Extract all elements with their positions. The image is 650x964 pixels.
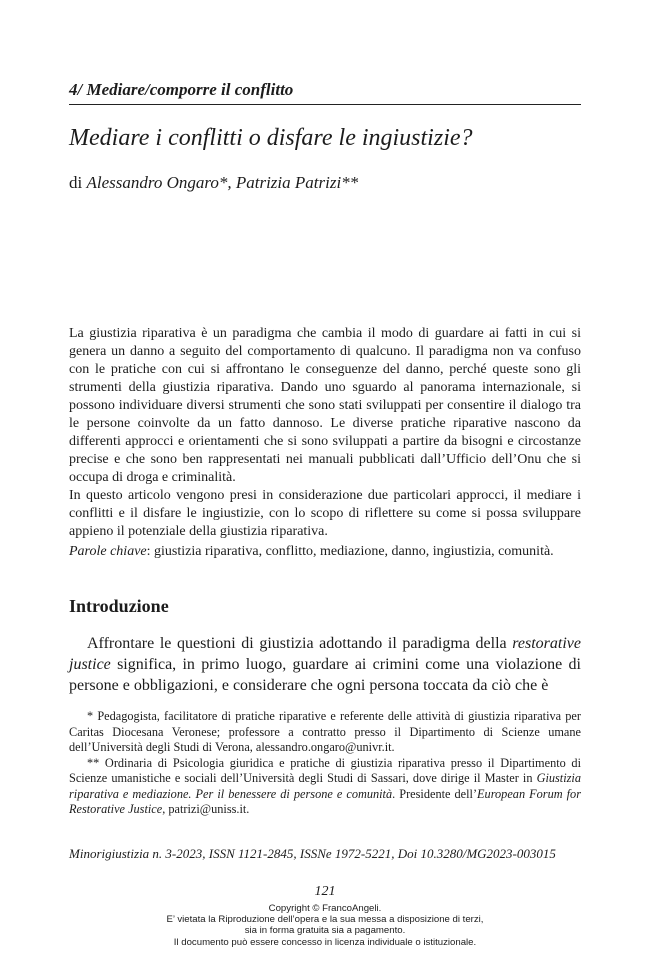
keywords: [69, 543, 589, 561]
footnote-2-part-e: , patrizi@uniss.it.: [162, 802, 250, 816]
footnote-2-part-c: . Presidente dell’: [392, 786, 478, 801]
abstract-paragraph-1: La giustizia riparativa è un paradigma che cambia il modo di guardare ai fatti in cui si genera un danno a seguito del comportamento di qualcuno. Il paradigma non va confuso con le pratiche con cui si affrontano le conseguenze del danno, perché queste sono gli strumenti della giustizia riparativa. Dando uno sguardo al panorama internazionale, si possono individuare diversi strumenti che sono stati sviluppati per consentire il dialogo tra le persone coinvolte da un fatto dannoso. Le diverse pratiche riparative nascono da differenti approcci e orientamenti che si sono sviluppati a partire da bisogni e circostanze precise e che sono ben rappresentati nei manuali pubblicati dall’Ufficio dell’Onu che si occupa di droga e criminalità.: [69, 326, 581, 485]
byline-prefix: di: [69, 173, 87, 192]
intro-heading: Introduzione: [69, 596, 169, 616]
article-title: Mediare i conflitti o disfare le ingiustizie?: [69, 125, 473, 151]
footnote-2-part-a: ** Ordinaria di Psicologia giuridica e pratiche di giustizia riparativa presso il Dipartimento di Scienze umanistiche e sociali dell’Università degli Studi di Sassari, dove dirige il Master in: [69, 755, 581, 785]
section-heading: 4/ Mediare/comporre il conflitto: [69, 80, 294, 99]
keywords-label: Parole chiave: [69, 544, 147, 559]
footnote-2-master-title: Giustizia riparativa e mediazione. Per il benessere di persone e comunità: [69, 771, 581, 801]
byline: [69, 173, 609, 193]
copyright-line: E’ vietata la Riproduzione dell’opera e la sua messa a disposizione di terzi,: [166, 914, 484, 926]
author-names: Alessandro Ongaro*, Patrizia Patrizi**: [86, 173, 359, 192]
footnote-2: [69, 756, 581, 818]
footnotes: [69, 709, 581, 818]
abstract: [69, 325, 581, 541]
copyright-line: Copyright © FrancoAngeli.: [268, 903, 382, 914]
journal-citation: Minorigiustizia n. 3-2023, ISSN 1121-2845, ISSNe 1972-5221, Doi 10.3280/MG2023-003015: [69, 846, 556, 861]
copyright-line: Il documento può essere concesso in licenza individuale o istituzionale.: [173, 936, 477, 948]
intro-paragraph: [69, 633, 581, 696]
footnote-1: * Pedagogista, facilitatore di pratiche riparative e referente delle attività di giustizia riparativa per Caritas Diocesana Veronese; professore a contratto presso il Dipartimento di Scienze umane dell’Università degli Studi di Verona, alessandro.ongaro@univr.it.: [69, 709, 581, 754]
copyright-line: sia in forma gratuita sia a pagamento.: [244, 925, 406, 937]
footnote-2-forum-name: European Forum for Restorative Justice: [69, 786, 581, 816]
section-divider: [69, 104, 581, 105]
abstract-paragraph-2: In questo articolo vengono presi in considerazione due particolari approcci, il mediare i conflitti e il disfare le ingiustizie, con lo scopo di riflettere su come si possa sviluppare appieno il potenziale della giustizia riparativa.: [69, 488, 581, 539]
intro-text-term: restorative justice: [69, 635, 581, 673]
intro-text-end: significa, in primo luogo, guardare ai crimini come una violazione di persone e obbligazioni, e considerare che ogni persona toccata da ciò che è: [69, 656, 581, 694]
intro-text-start: Affrontare le questioni di giustizia adottando il paradigma della: [87, 635, 513, 652]
page-number: 121: [314, 884, 336, 899]
keywords-text: : giustizia riparativa, conflitto, mediazione, danno, ingiustizia, comunità.: [146, 544, 554, 559]
copyright-notice: [0, 903, 650, 948]
